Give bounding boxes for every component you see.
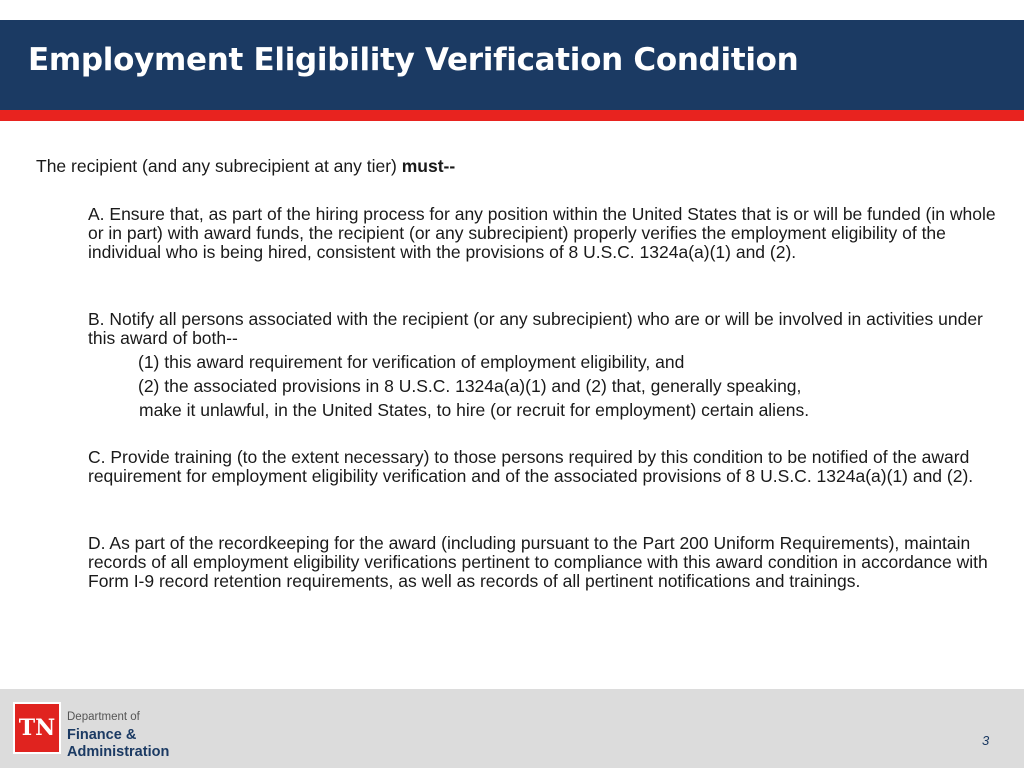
item-b: B. Notify all persons associated with the recipient (or any subrecipient) who are or will be involved in activities under this award of both--	[88, 309, 983, 348]
item-c: C. Provide training (to the extent necessary) to those persons required by this condition to be notified of the award requirement for employment eligibility verification and of the associated provisions of 8 U.S.C. 1324a(a)(1) and (2).	[88, 447, 974, 486]
slide-title: Employment Eligibility Verification Condition	[28, 42, 799, 78]
intro-text: The recipient (and any subrecipient at any tier)	[36, 156, 402, 176]
logo-dept-line2: Finance &	[67, 727, 137, 743]
item-b-2-line2: make it unlawful, in the United States, to hire (or recruit for employment) certain aliens.	[139, 400, 810, 420]
tn-logo-mark: TN	[13, 702, 61, 754]
item-d: D. As part of the recordkeeping for the award (including pursuant to the Part 200 Uniform Requirements), maintain records of all employment eligibility verifications pertinent to compliance with this award condition in accordance with Form I-9 record retention requirements, as well as records of all pertinent notifications and trainings.	[88, 533, 988, 591]
logo-dept-line3: Administration	[67, 744, 170, 760]
item-b-1: (1) this award requirement for verification of employment eligibility, and	[138, 352, 685, 372]
tn-finance-logo	[13, 702, 183, 760]
intro-emphasis: must--	[401, 156, 456, 176]
logo-dept-line1: Department of	[67, 711, 140, 723]
page-number: 3	[982, 733, 990, 748]
item-b-2-line1: (2) the associated provisions in 8 U.S.C. 1324a(a)(1) and (2) that, generally speaking,	[138, 376, 802, 396]
header-accent-stripe	[0, 110, 1024, 121]
intro-line	[36, 155, 455, 177]
item-a: A. Ensure that, as part of the hiring process for any position within the United States that is or will be funded (in whole or in part) with award funds, the recipient (or any subrecipient) properly verifies the employment eligibility of the individual who is being hired, consistent with the provisions of 8 U.S.C. 1324a(a)(1) and (2).	[88, 204, 996, 262]
